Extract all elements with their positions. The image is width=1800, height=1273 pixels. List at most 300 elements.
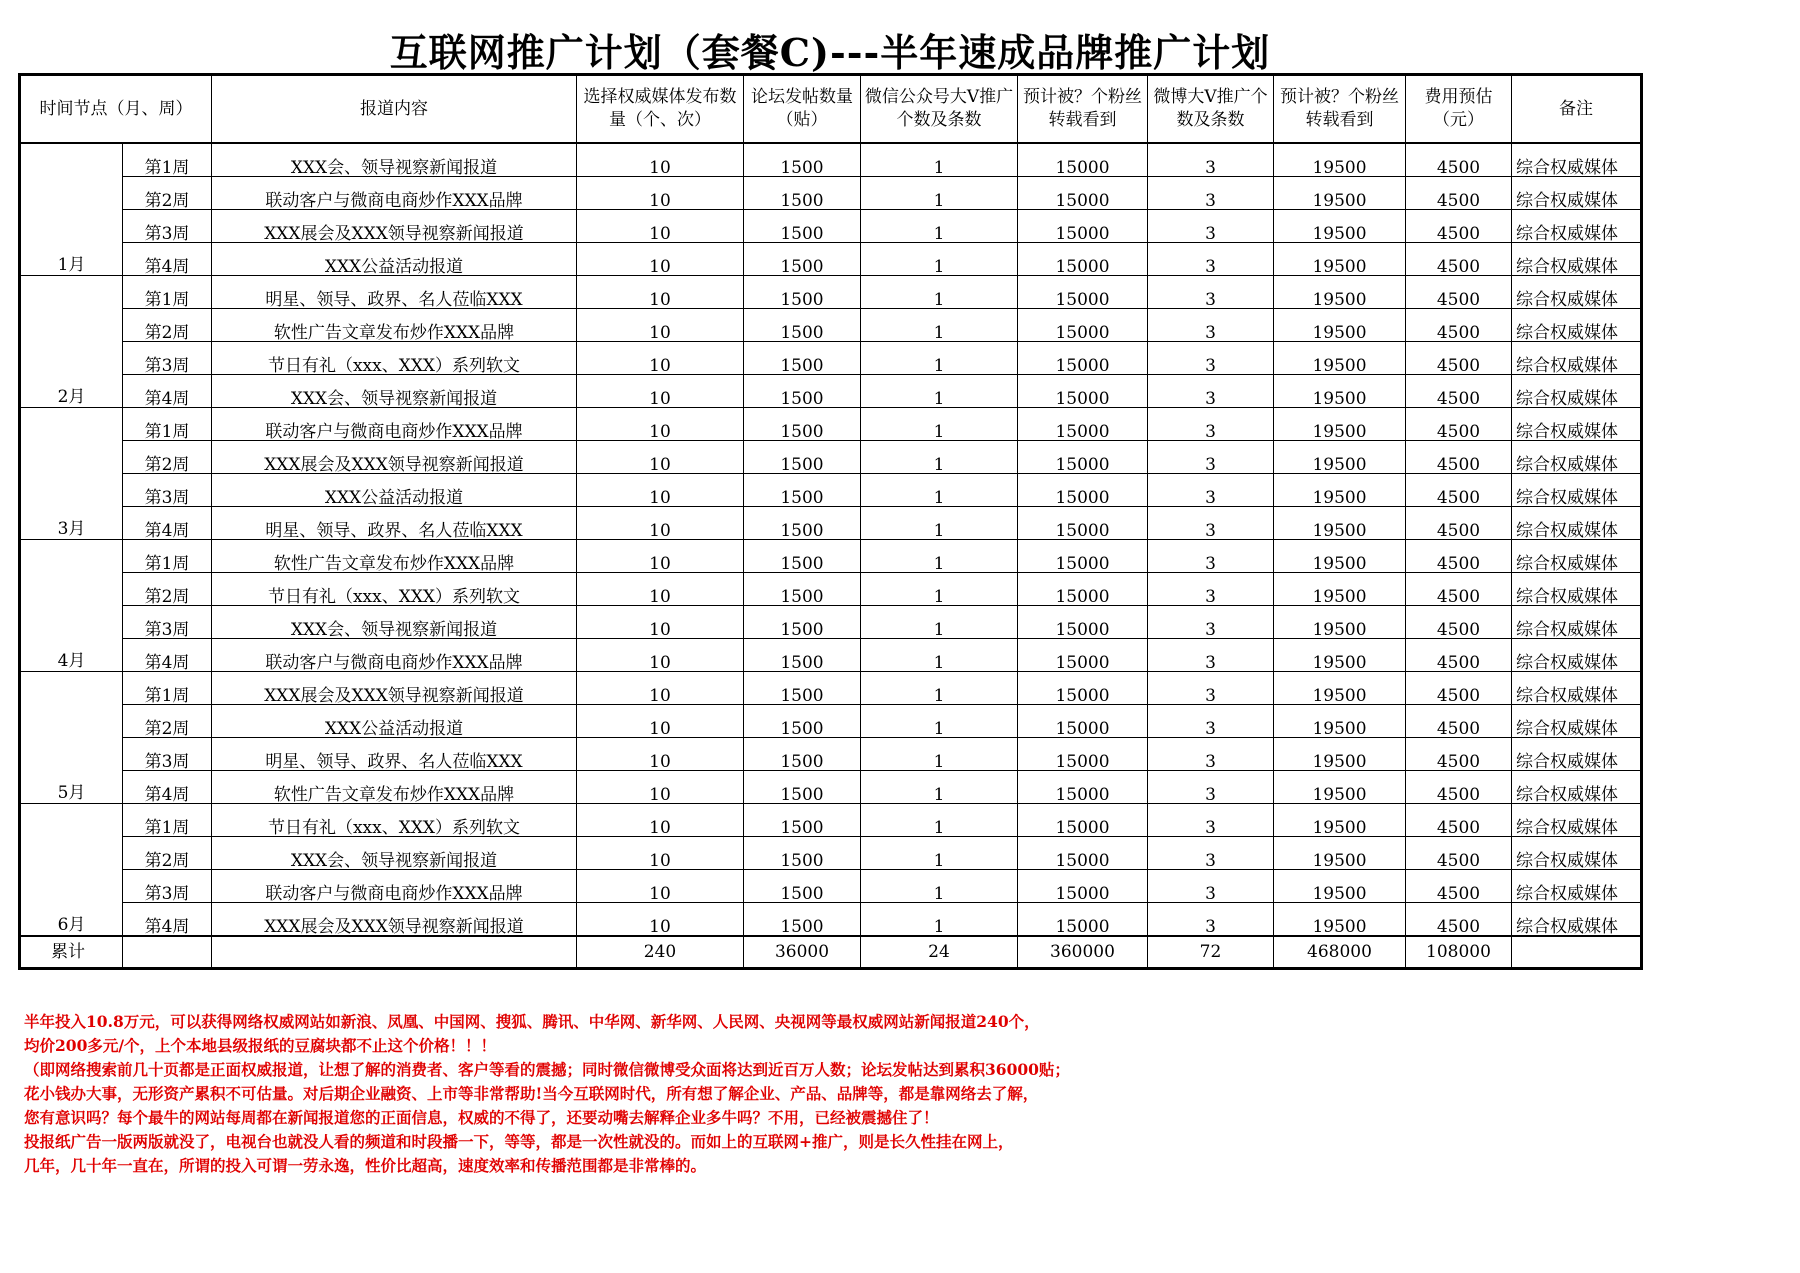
table-row (20, 210, 1642, 243)
forum-cell: 1500 (744, 870, 861, 903)
page-title: 互联网推广计划（套餐C)---半年速成品牌推广计划 (389, 30, 1271, 75)
cost-cell: 4500 (1406, 639, 1512, 672)
content-cell: XXX展会及XXX领导视察新闻报道 (212, 210, 577, 243)
content-cell: XXX会、领导视察新闻报道 (212, 837, 577, 870)
week-cell: 第2周 (123, 309, 212, 342)
note-line: 花小钱办大事，无形资产累积不可估量。对后期企业融资、上市等非常帮助!当今互联网时代，所有想了解企业、产品、品牌等，都是靠网络去了解， (24, 1084, 1039, 1103)
content-cell: XXX会、领导视察新闻报道 (212, 375, 577, 408)
header-content: 报道内容 (212, 75, 577, 144)
note-cell: 综合权威媒体 (1512, 573, 1642, 606)
wechat-cell: 1 (861, 705, 1018, 738)
media-cell: 10 (577, 342, 744, 375)
forum-cell: 1500 (744, 705, 861, 738)
weibo-cell: 3 (1148, 870, 1274, 903)
weibo-cell: 3 (1148, 243, 1274, 276)
forum-cell: 1500 (744, 408, 861, 441)
note-cell: 综合权威媒体 (1512, 804, 1642, 837)
header-cost: 费用预估（元） (1406, 75, 1512, 144)
note-cell: 综合权威媒体 (1512, 507, 1642, 540)
cost-cell: 4500 (1406, 870, 1512, 903)
media-cell: 10 (577, 177, 744, 210)
note-line: 几年，几十年一直在，所谓的投入可谓一劳永逸，性价比超高，速度效率和传播范围都是非常棒的。 (24, 1156, 707, 1175)
fans1-cell: 15000 (1018, 738, 1148, 771)
week-cell: 第4周 (123, 903, 212, 937)
week-cell: 第3周 (123, 738, 212, 771)
weibo-cell: 3 (1148, 606, 1274, 639)
total-forum: 36000 (744, 936, 861, 969)
forum-cell: 1500 (744, 903, 861, 937)
fans1-cell: 15000 (1018, 441, 1148, 474)
wechat-cell: 1 (861, 309, 1018, 342)
header-fans2: 预计被？个粉丝转载看到 (1274, 75, 1406, 144)
week-cell: 第1周 (123, 276, 212, 309)
fans2-cell: 19500 (1274, 573, 1406, 606)
forum-cell: 1500 (744, 210, 861, 243)
week-cell: 第2周 (123, 441, 212, 474)
note-line: 您有意识吗？每个最牛的网站每周都在新闻报道您的正面信息，权威的不得了，还要动嘴去解释企业多牛吗？不用，已经被震撼住了！ (24, 1108, 939, 1127)
wechat-cell: 1 (861, 143, 1018, 177)
content-cell: XXX公益活动报道 (212, 705, 577, 738)
fans1-cell: 15000 (1018, 672, 1148, 705)
cost-cell: 4500 (1406, 276, 1512, 309)
cost-cell: 4500 (1406, 375, 1512, 408)
fans1-cell: 15000 (1018, 573, 1148, 606)
weibo-cell: 3 (1148, 309, 1274, 342)
content-cell: 软性广告文章发布炒作XXX品牌 (212, 309, 577, 342)
week-cell: 第3周 (123, 606, 212, 639)
table-row (20, 441, 1642, 474)
fans2-cell: 19500 (1274, 243, 1406, 276)
total-row (20, 936, 1642, 969)
note-cell: 综合权威媒体 (1512, 474, 1642, 507)
header-forum: 论坛发帖数量（贴） (744, 75, 861, 144)
weibo-cell: 3 (1148, 804, 1274, 837)
forum-cell: 1500 (744, 606, 861, 639)
week-cell: 第3周 (123, 474, 212, 507)
total-wechat: 24 (861, 936, 1018, 969)
wechat-cell: 1 (861, 342, 1018, 375)
table-row (20, 342, 1642, 375)
table-row (20, 804, 1642, 837)
content-cell: 明星、领导、政界、名人莅临XXX (212, 276, 577, 309)
media-cell: 10 (577, 276, 744, 309)
wechat-cell: 1 (861, 804, 1018, 837)
fans2-cell: 19500 (1274, 672, 1406, 705)
week-cell: 第1周 (123, 804, 212, 837)
fans2-cell: 19500 (1274, 606, 1406, 639)
table-row (20, 243, 1642, 276)
weibo-cell: 3 (1148, 210, 1274, 243)
weibo-cell: 3 (1148, 771, 1274, 804)
table-row (20, 540, 1642, 573)
fans1-cell: 15000 (1018, 474, 1148, 507)
fans2-cell: 19500 (1274, 309, 1406, 342)
table-row (20, 738, 1642, 771)
media-cell: 10 (577, 573, 744, 606)
media-cell: 10 (577, 408, 744, 441)
table-row (20, 903, 1642, 937)
total-label: 累计 (20, 936, 123, 969)
content-cell: 软性广告文章发布炒作XXX品牌 (212, 771, 577, 804)
content-cell: XXX展会及XXX领导视察新闻报道 (212, 441, 577, 474)
note-cell: 综合权威媒体 (1512, 309, 1642, 342)
fans2-cell: 19500 (1274, 474, 1406, 507)
fans1-cell: 15000 (1018, 143, 1148, 177)
media-cell: 10 (577, 804, 744, 837)
month-cell: 1月 (20, 143, 123, 276)
fans2-cell: 19500 (1274, 408, 1406, 441)
fans1-cell: 15000 (1018, 771, 1148, 804)
media-cell: 10 (577, 540, 744, 573)
header-note: 备注 (1512, 75, 1642, 144)
fans1-cell: 15000 (1018, 705, 1148, 738)
weibo-cell: 3 (1148, 573, 1274, 606)
table-row (20, 639, 1642, 672)
media-cell: 10 (577, 210, 744, 243)
fans2-cell: 19500 (1274, 738, 1406, 771)
content-cell: 节日有礼（xxx、XXX）系列软文 (212, 342, 577, 375)
week-cell: 第4周 (123, 507, 212, 540)
fans2-cell: 19500 (1274, 276, 1406, 309)
weibo-cell: 3 (1148, 474, 1274, 507)
weibo-cell: 3 (1148, 143, 1274, 177)
wechat-cell: 1 (861, 177, 1018, 210)
cost-cell: 4500 (1406, 143, 1512, 177)
media-cell: 10 (577, 606, 744, 639)
month-cell: 3月 (20, 408, 123, 540)
forum-cell: 1500 (744, 804, 861, 837)
week-cell: 第2周 (123, 177, 212, 210)
wechat-cell: 1 (861, 276, 1018, 309)
total-note-empty (1512, 936, 1642, 969)
note-cell: 综合权威媒体 (1512, 177, 1642, 210)
wechat-cell: 1 (861, 375, 1018, 408)
fans1-cell: 15000 (1018, 177, 1148, 210)
fans1-cell: 15000 (1018, 243, 1148, 276)
note-cell: 综合权威媒体 (1512, 243, 1642, 276)
wechat-cell: 1 (861, 672, 1018, 705)
media-cell: 10 (577, 771, 744, 804)
week-cell: 第1周 (123, 672, 212, 705)
media-cell: 10 (577, 903, 744, 937)
cost-cell: 4500 (1406, 243, 1512, 276)
forum-cell: 1500 (744, 375, 861, 408)
content-cell: 软性广告文章发布炒作XXX品牌 (212, 540, 577, 573)
wechat-cell: 1 (861, 210, 1018, 243)
note-cell: 综合权威媒体 (1512, 771, 1642, 804)
note-line: 均价200多元/个，上个本地县级报纸的豆腐块都不止这个价格！！！ (24, 1036, 497, 1055)
media-cell: 10 (577, 705, 744, 738)
content-cell: XXX展会及XXX领导视察新闻报道 (212, 903, 577, 937)
weibo-cell: 3 (1148, 540, 1274, 573)
fans1-cell: 15000 (1018, 276, 1148, 309)
weibo-cell: 3 (1148, 441, 1274, 474)
table-row (20, 143, 1642, 177)
fans1-cell: 15000 (1018, 540, 1148, 573)
month-cell: 5月 (20, 672, 123, 804)
cost-cell: 4500 (1406, 210, 1512, 243)
weibo-cell: 3 (1148, 705, 1274, 738)
media-cell: 10 (577, 870, 744, 903)
content-cell: XXX会、领导视察新闻报道 (212, 143, 577, 177)
table-row (20, 870, 1642, 903)
wechat-cell: 1 (861, 243, 1018, 276)
fans2-cell: 19500 (1274, 540, 1406, 573)
week-cell: 第2周 (123, 705, 212, 738)
wechat-cell: 1 (861, 837, 1018, 870)
header-weibo: 微博大V推广个数及条数 (1148, 75, 1274, 144)
weibo-cell: 3 (1148, 408, 1274, 441)
forum-cell: 1500 (744, 771, 861, 804)
fans2-cell: 19500 (1274, 903, 1406, 937)
note-line: 投报纸广告一版两版就没了，电视台也就没人看的频道和时段播一下，等等，都是一次性就没的。而如上的互联网+推广，则是长久性挂在网上， (24, 1132, 1014, 1151)
week-cell: 第4周 (123, 375, 212, 408)
table-row (20, 606, 1642, 639)
month-cell: 2月 (20, 276, 123, 408)
fans2-cell: 19500 (1274, 837, 1406, 870)
table-row (20, 705, 1642, 738)
forum-cell: 1500 (744, 738, 861, 771)
cost-cell: 4500 (1406, 903, 1512, 937)
wechat-cell: 1 (861, 771, 1018, 804)
wechat-cell: 1 (861, 903, 1018, 937)
table-row (20, 177, 1642, 210)
note-line: 半年投入10.8万元，可以获得网络权威网站如新浪、凤凰、中国网、搜狐、腾讯、中华网、新华网、人民网、央视网等最权威网站新闻报道240个， (24, 1012, 1040, 1031)
plan-body (20, 143, 1642, 969)
weibo-cell: 3 (1148, 738, 1274, 771)
content-cell: 节日有礼（xxx、XXX）系列软文 (212, 573, 577, 606)
wechat-cell: 1 (861, 870, 1018, 903)
fans1-cell: 15000 (1018, 639, 1148, 672)
forum-cell: 1500 (744, 672, 861, 705)
cost-cell: 4500 (1406, 804, 1512, 837)
fans1-cell: 15000 (1018, 903, 1148, 937)
fans1-cell: 15000 (1018, 309, 1148, 342)
note-cell: 综合权威媒体 (1512, 540, 1642, 573)
cost-cell: 4500 (1406, 837, 1512, 870)
plan-table (18, 73, 1643, 970)
note-cell: 综合权威媒体 (1512, 143, 1642, 177)
cost-cell: 4500 (1406, 705, 1512, 738)
table-row (20, 573, 1642, 606)
wechat-cell: 1 (861, 408, 1018, 441)
forum-cell: 1500 (744, 441, 861, 474)
total-fans1: 360000 (1018, 936, 1148, 969)
media-cell: 10 (577, 507, 744, 540)
cost-cell: 4500 (1406, 474, 1512, 507)
forum-cell: 1500 (744, 143, 861, 177)
month-cell: 4月 (20, 540, 123, 672)
header-media: 选择权威媒体发布数量（个、次） (577, 75, 744, 144)
week-cell: 第2周 (123, 837, 212, 870)
month-cell: 6月 (20, 804, 123, 937)
cost-cell: 4500 (1406, 771, 1512, 804)
fans1-cell: 15000 (1018, 837, 1148, 870)
wechat-cell: 1 (861, 606, 1018, 639)
week-cell: 第3周 (123, 870, 212, 903)
weibo-cell: 3 (1148, 276, 1274, 309)
forum-cell: 1500 (744, 639, 861, 672)
wechat-cell: 1 (861, 474, 1018, 507)
table-row (20, 507, 1642, 540)
content-cell: 节日有礼（xxx、XXX）系列软文 (212, 804, 577, 837)
forum-cell: 1500 (744, 474, 861, 507)
weibo-cell: 3 (1148, 672, 1274, 705)
cost-cell: 4500 (1406, 507, 1512, 540)
fans2-cell: 19500 (1274, 177, 1406, 210)
total-media: 240 (577, 936, 744, 969)
fans1-cell: 15000 (1018, 606, 1148, 639)
note-line: （即网络搜索前几十页都是正面权威报道，让想了解的消费者、客户等看的震撼；同时微信微博受众面将达到近百万人数；论坛发帖达到累积36000贴； (24, 1060, 1070, 1079)
content-cell: XXX会、领导视察新闻报道 (212, 606, 577, 639)
cost-cell: 4500 (1406, 309, 1512, 342)
week-cell: 第1周 (123, 408, 212, 441)
week-cell: 第4周 (123, 243, 212, 276)
fans1-cell: 15000 (1018, 408, 1148, 441)
fans2-cell: 19500 (1274, 870, 1406, 903)
fans2-cell: 19500 (1274, 375, 1406, 408)
media-cell: 10 (577, 243, 744, 276)
week-cell: 第1周 (123, 143, 212, 177)
cost-cell: 4500 (1406, 177, 1512, 210)
fans1-cell: 15000 (1018, 870, 1148, 903)
weibo-cell: 3 (1148, 342, 1274, 375)
note-cell: 综合权威媒体 (1512, 672, 1642, 705)
note-cell: 综合权威媒体 (1512, 738, 1642, 771)
weibo-cell: 3 (1148, 837, 1274, 870)
media-cell: 10 (577, 474, 744, 507)
forum-cell: 1500 (744, 177, 861, 210)
forum-cell: 1500 (744, 342, 861, 375)
week-cell: 第4周 (123, 639, 212, 672)
note-cell: 综合权威媒体 (1512, 705, 1642, 738)
header-row (20, 75, 1642, 144)
table-row (20, 309, 1642, 342)
weibo-cell: 3 (1148, 903, 1274, 937)
media-cell: 10 (577, 738, 744, 771)
content-cell: 联动客户与微商电商炒作XXX品牌 (212, 408, 577, 441)
content-cell: 联动客户与微商电商炒作XXX品牌 (212, 639, 577, 672)
header-fans1: 预计被？个粉丝转载看到 (1018, 75, 1148, 144)
forum-cell: 1500 (744, 573, 861, 606)
cost-cell: 4500 (1406, 606, 1512, 639)
week-cell: 第4周 (123, 771, 212, 804)
note-cell: 综合权威媒体 (1512, 375, 1642, 408)
total-cost: 108000 (1406, 936, 1512, 969)
cost-cell: 4500 (1406, 540, 1512, 573)
cost-cell: 4500 (1406, 342, 1512, 375)
note-cell: 综合权威媒体 (1512, 606, 1642, 639)
table-row (20, 672, 1642, 705)
table-row (20, 408, 1642, 441)
header-time: 时间节点（月、周） (20, 75, 212, 144)
total-content-empty (212, 936, 577, 969)
content-cell: XXX公益活动报道 (212, 243, 577, 276)
forum-cell: 1500 (744, 309, 861, 342)
fans2-cell: 19500 (1274, 507, 1406, 540)
content-cell: 明星、领导、政界、名人莅临XXX (212, 507, 577, 540)
total-fans2: 468000 (1274, 936, 1406, 969)
fans2-cell: 19500 (1274, 441, 1406, 474)
table-row (20, 474, 1642, 507)
forum-cell: 1500 (744, 540, 861, 573)
content-cell: 明星、领导、政界、名人莅临XXX (212, 738, 577, 771)
fans2-cell: 19500 (1274, 143, 1406, 177)
week-cell: 第1周 (123, 540, 212, 573)
forum-cell: 1500 (744, 837, 861, 870)
forum-cell: 1500 (744, 243, 861, 276)
content-cell: 联动客户与微商电商炒作XXX品牌 (212, 870, 577, 903)
cost-cell: 4500 (1406, 573, 1512, 606)
fans2-cell: 19500 (1274, 210, 1406, 243)
note-cell: 综合权威媒体 (1512, 870, 1642, 903)
cost-cell: 4500 (1406, 738, 1512, 771)
fans1-cell: 15000 (1018, 507, 1148, 540)
content-cell: 联动客户与微商电商炒作XXX品牌 (212, 177, 577, 210)
fans2-cell: 19500 (1274, 771, 1406, 804)
weibo-cell: 3 (1148, 375, 1274, 408)
media-cell: 10 (577, 837, 744, 870)
forum-cell: 1500 (744, 276, 861, 309)
fans2-cell: 19500 (1274, 342, 1406, 375)
cost-cell: 4500 (1406, 441, 1512, 474)
forum-cell: 1500 (744, 507, 861, 540)
content-cell: XXX展会及XXX领导视察新闻报道 (212, 672, 577, 705)
media-cell: 10 (577, 309, 744, 342)
note-cell: 综合权威媒体 (1512, 837, 1642, 870)
cost-cell: 4500 (1406, 408, 1512, 441)
wechat-cell: 1 (861, 441, 1018, 474)
weibo-cell: 3 (1148, 639, 1274, 672)
note-cell: 综合权威媒体 (1512, 276, 1642, 309)
fans2-cell: 19500 (1274, 804, 1406, 837)
note-cell: 综合权威媒体 (1512, 903, 1642, 937)
note-cell: 综合权威媒体 (1512, 408, 1642, 441)
note-cell: 综合权威媒体 (1512, 342, 1642, 375)
weibo-cell: 3 (1148, 507, 1274, 540)
header-wechat: 微信公众号大V推广个数及条数 (861, 75, 1018, 144)
week-cell: 第2周 (123, 573, 212, 606)
week-cell: 第3周 (123, 210, 212, 243)
media-cell: 10 (577, 143, 744, 177)
fans1-cell: 15000 (1018, 342, 1148, 375)
media-cell: 10 (577, 375, 744, 408)
media-cell: 10 (577, 639, 744, 672)
note-cell: 综合权威媒体 (1512, 441, 1642, 474)
total-week-empty (123, 936, 212, 969)
wechat-cell: 1 (861, 507, 1018, 540)
wechat-cell: 1 (861, 639, 1018, 672)
media-cell: 10 (577, 441, 744, 474)
weibo-cell: 3 (1148, 177, 1274, 210)
fans1-cell: 15000 (1018, 375, 1148, 408)
fans1-cell: 15000 (1018, 804, 1148, 837)
promo-notes (24, 1010, 1784, 1178)
wechat-cell: 1 (861, 738, 1018, 771)
fans2-cell: 19500 (1274, 705, 1406, 738)
week-cell: 第3周 (123, 342, 212, 375)
fans2-cell: 19500 (1274, 639, 1406, 672)
cost-cell: 4500 (1406, 672, 1512, 705)
total-weibo: 72 (1148, 936, 1274, 969)
media-cell: 10 (577, 672, 744, 705)
table-row (20, 375, 1642, 408)
note-cell: 综合权威媒体 (1512, 639, 1642, 672)
table-row (20, 837, 1642, 870)
wechat-cell: 1 (861, 540, 1018, 573)
wechat-cell: 1 (861, 573, 1018, 606)
table-row (20, 276, 1642, 309)
